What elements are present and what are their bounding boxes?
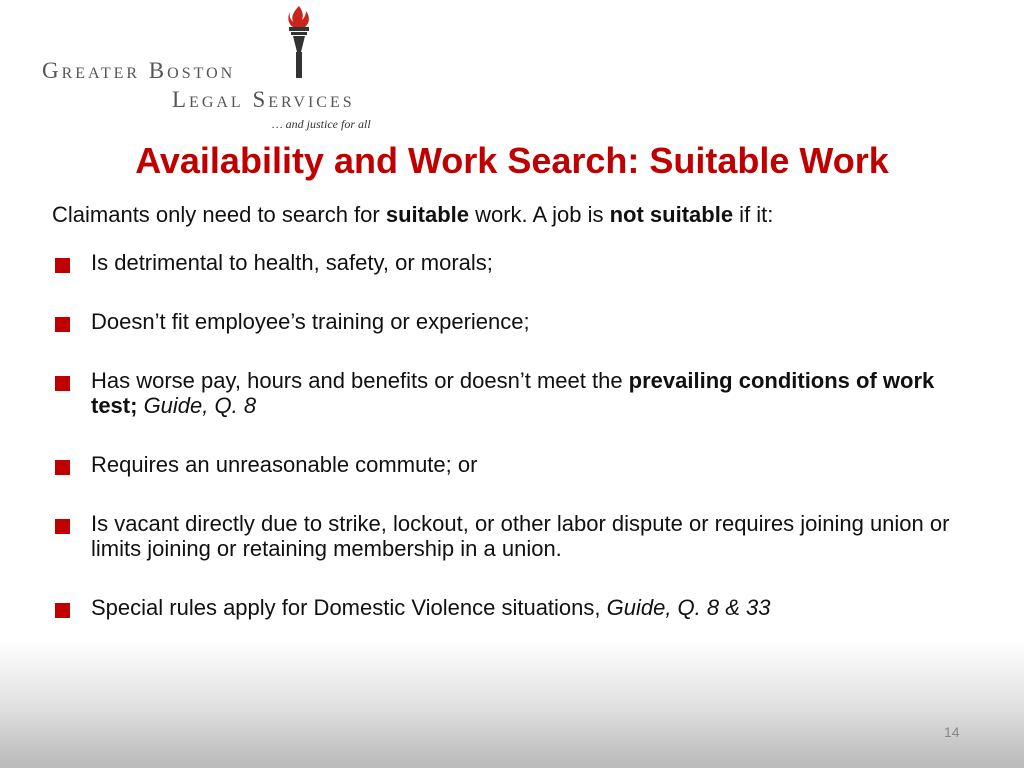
page-number: 14 — [944, 724, 960, 740]
bullet-square-icon — [55, 603, 70, 618]
bullet-list — [55, 250, 975, 654]
intro-text: Claimants only need to search for suitable work. A job is not suitable if it: — [52, 202, 774, 227]
bullet-square-icon — [55, 317, 70, 332]
slide-title: Availability and Work Search: Suitable Work — [135, 140, 889, 181]
logo-text-greater-boston: Greater Boston — [42, 58, 236, 83]
logo-text-legal-services: Legal Services — [172, 87, 355, 112]
bullet-item: Requires an unreasonable commute; or — [55, 452, 975, 477]
bullet-item: Doesn’t fit employee’s training or experience; — [55, 309, 975, 334]
logo-tagline: … and justice for all — [272, 117, 371, 131]
torch-icon — [282, 4, 316, 82]
bullet-square-icon — [55, 519, 70, 534]
bullet-item: Is vacant directly due to strike, lockout, or other labor dispute or requires joining union or limits joining or retaining membership in a union. — [55, 511, 975, 561]
bullet-square-icon — [55, 258, 70, 273]
bullet-square-icon — [55, 376, 70, 391]
bullet-item: Has worse pay, hours and benefits or doesn’t meet the prevailing conditions of work test; Guide, Q. 8 — [55, 368, 975, 418]
bullet-item: Special rules apply for Domestic Violence situations, Guide, Q. 8 & 33 — [55, 595, 975, 620]
gbls-logo — [0, 0, 420, 140]
bullet-item: Is detrimental to health, safety, or morals; — [55, 250, 975, 275]
bullet-square-icon — [55, 460, 70, 475]
